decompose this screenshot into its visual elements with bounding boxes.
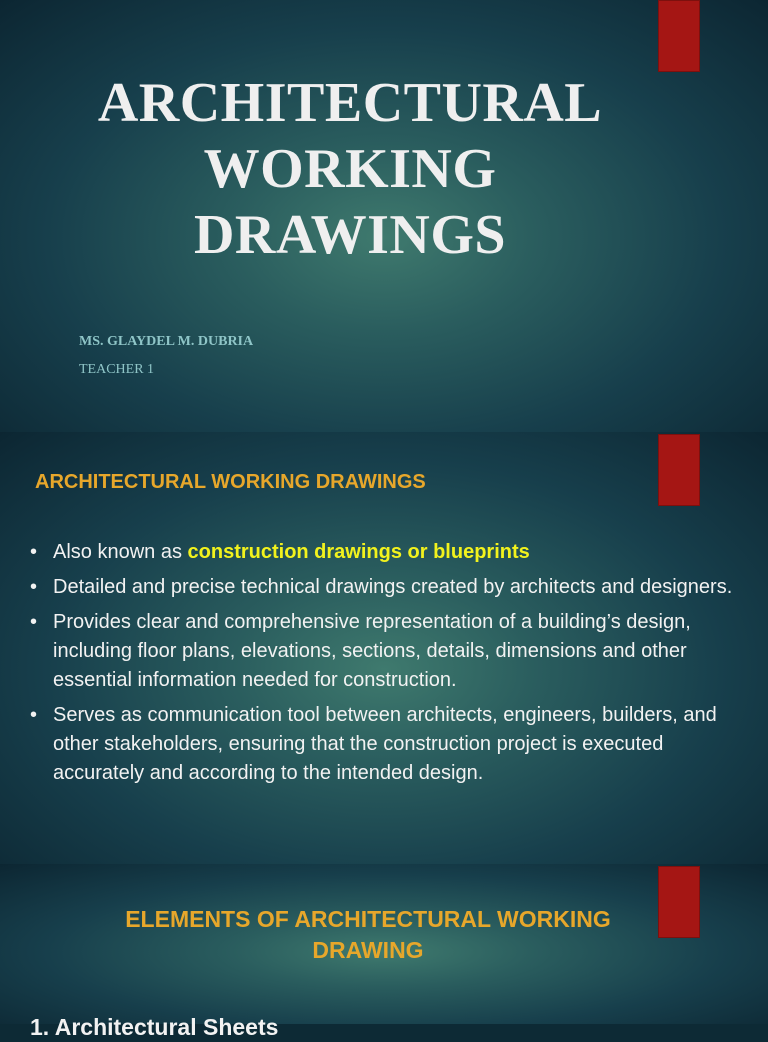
bullet-icon: • [30,541,38,563]
heading-line: DRAWING [312,937,424,963]
slide-heading [88,904,648,966]
bullet-item [30,608,748,695]
author-name: MS. GLAYDEL M. DUBRIA [79,334,254,349]
bullet-item [30,701,748,788]
slide-heading: ARCHITECTURAL WORKING DRAWINGS [35,471,426,493]
red-accent-bar [658,0,700,72]
bullet-item [30,538,748,567]
definition-slide [0,432,768,864]
red-accent-bar [658,434,700,506]
title-slide [0,0,768,432]
title-line: ARCHITECTURAL [97,72,603,134]
bullet-text: Also known as [53,541,188,563]
bullet-text: Serves as communication tool between architects, engineers, builders, and other stakeholders, ensuring that the construction project is executed accurately and according to the intended design. [53,704,717,784]
bullet-icon: • [30,576,38,598]
bullet-text: Provides clear and comprehensive representation of a building’s design, including floor plans, elevations, sections, details, dimensions and other essential information needed for construction. [53,611,691,691]
author-role: TEACHER 1 [79,362,155,377]
bullet-list [30,538,748,794]
list-item-partial: 1. Architectural Sheets [30,1014,279,1040]
red-accent-bar [658,866,700,938]
bullet-text: Detailed and precise technical drawings created by architects and designers. [53,576,733,598]
bullet-icon: • [30,704,38,726]
highlighted-term: construction drawings or blueprints [187,541,530,563]
heading-line: ELEMENTS OF ARCHITECTURAL WORKING [125,906,611,932]
bullet-icon: • [30,611,38,633]
slide-title [40,70,660,268]
title-line: DRAWINGS [193,204,507,266]
title-line: WORKING [203,138,497,200]
elements-slide [0,864,768,1040]
bullet-item [30,573,748,602]
